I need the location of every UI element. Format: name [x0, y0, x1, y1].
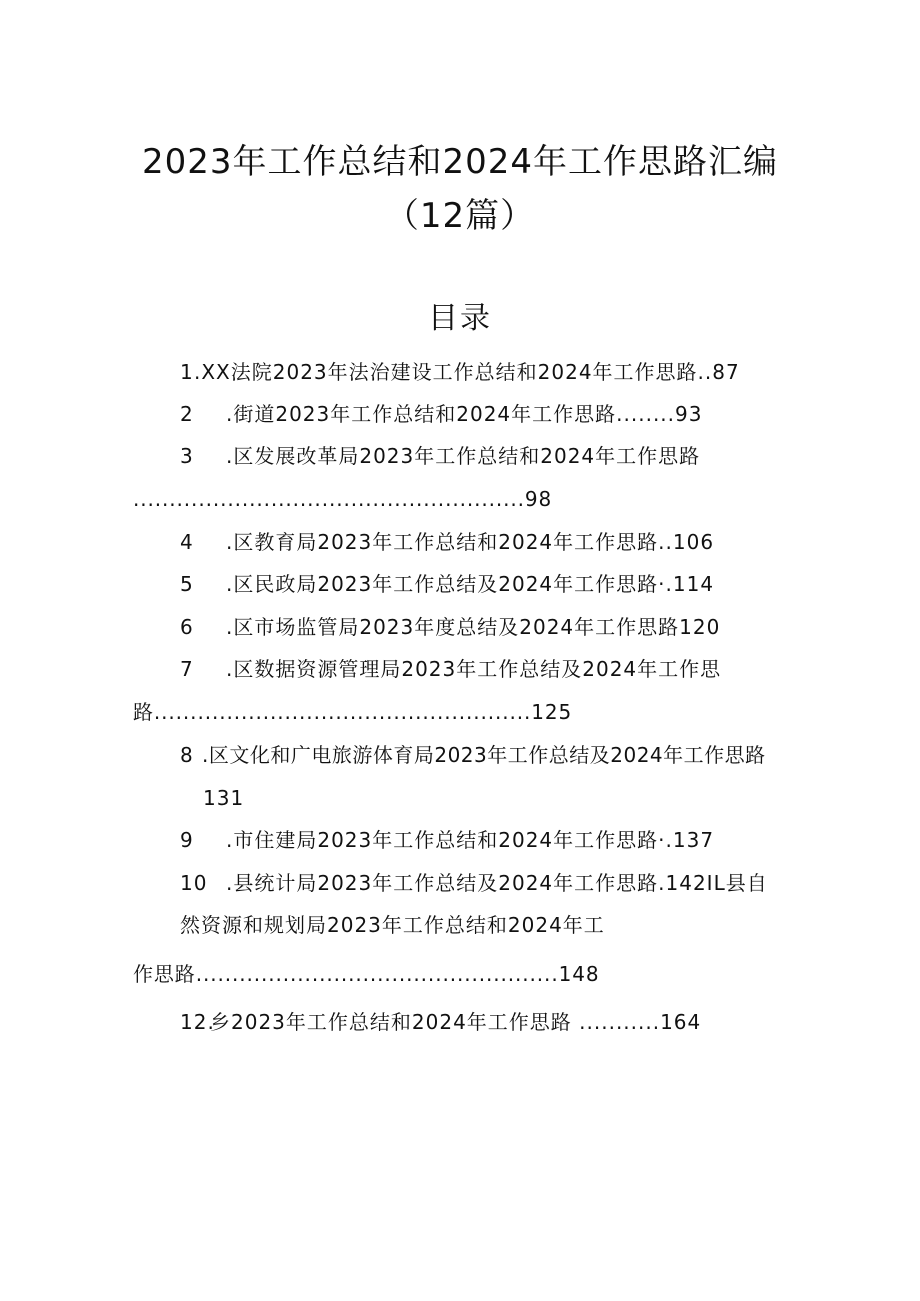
toc-entry-number: 12.: [180, 1010, 215, 1034]
toc-entry-number: 3: [180, 444, 194, 468]
toc-entry-11-end[interactable]: [133, 962, 599, 986]
toc-entry-3[interactable]: [180, 444, 700, 468]
toc-entry-4[interactable]: [180, 530, 714, 554]
toc-entry-text: 131: [203, 786, 245, 810]
toc-entry-text: .区发展改革局2023年工作总结和2024年工作思路: [226, 444, 701, 468]
toc-entry-text: .区文化和广电旅游体育局2023年工作总结及2024年工作思路: [202, 743, 766, 767]
toc-entry-text: .区教育局2023年工作总结和2024年工作思路..106: [226, 530, 715, 554]
toc-entry-1[interactable]: 1.XX法院2023年法治建设工作总结和2024年工作思路..87: [180, 360, 740, 384]
toc-entry-number: 2: [180, 402, 194, 426]
toc-entry-text: ......................................................98: [133, 487, 553, 511]
toc-entry-number: 5: [180, 572, 194, 596]
toc-entry-9[interactable]: [180, 828, 714, 852]
toc-entry-text: .XX法院2023年法治建设工作总结和2024年工作思路..87: [194, 360, 740, 384]
toc-entry-2[interactable]: [180, 402, 702, 426]
toc-entry-number: 10: [180, 871, 208, 895]
toc-entry-number: 6: [180, 615, 194, 639]
toc-entry-text: 作思路..................................................148: [133, 962, 600, 986]
toc-entry-7[interactable]: [180, 657, 721, 681]
toc-entry-number: 4: [180, 530, 194, 554]
toc-entry-6[interactable]: [180, 615, 720, 639]
toc-entry-number: 8: [180, 743, 194, 767]
toc-entry-text: 路....................................................125: [133, 700, 573, 724]
toc-heading: 目录: [428, 301, 492, 336]
toc-entry-7-continued[interactable]: [133, 700, 572, 724]
toc-entry-3-continued[interactable]: [133, 487, 552, 511]
document-title: 2023年工作总结和2024年工作思路汇编: [141, 142, 779, 182]
toc-entry-text: 乡2023年工作总结和2024年工作思路 ...........164: [210, 1010, 702, 1034]
document-subtitle: （12篇）: [384, 196, 536, 236]
toc-entry-8[interactable]: [180, 743, 766, 767]
toc-entry-text: .街道2023年工作总结和2024年工作思路........93: [226, 402, 703, 426]
toc-entry-number: 9: [180, 828, 194, 852]
toc-entry-text: .区民政局2023年工作总结及2024年工作思路·.114: [226, 572, 715, 596]
toc-entry-11-continued[interactable]: [180, 913, 605, 937]
toc-entry-text: .县统计局2023年工作总结及2024年工作思路.142IL县自: [226, 871, 768, 895]
toc-entry-5[interactable]: [180, 572, 714, 596]
toc-entry-10[interactable]: [180, 871, 768, 895]
toc-entry-text: 然资源和规划局2023年工作总结和2024年工: [180, 913, 605, 937]
toc-entry-text: .区市场监管局2023年度总结及2024年工作思路120: [226, 615, 721, 639]
toc-entry-number: 7: [180, 657, 194, 681]
toc-entry-8-continued[interactable]: [203, 786, 244, 810]
toc-entry-12[interactable]: [180, 1010, 701, 1034]
toc-entry-text: .区数据资源管理局2023年工作总结及2024年工作思: [226, 657, 722, 681]
toc-entry-text: .市住建局2023年工作总结和2024年工作思路·.137: [226, 828, 715, 852]
